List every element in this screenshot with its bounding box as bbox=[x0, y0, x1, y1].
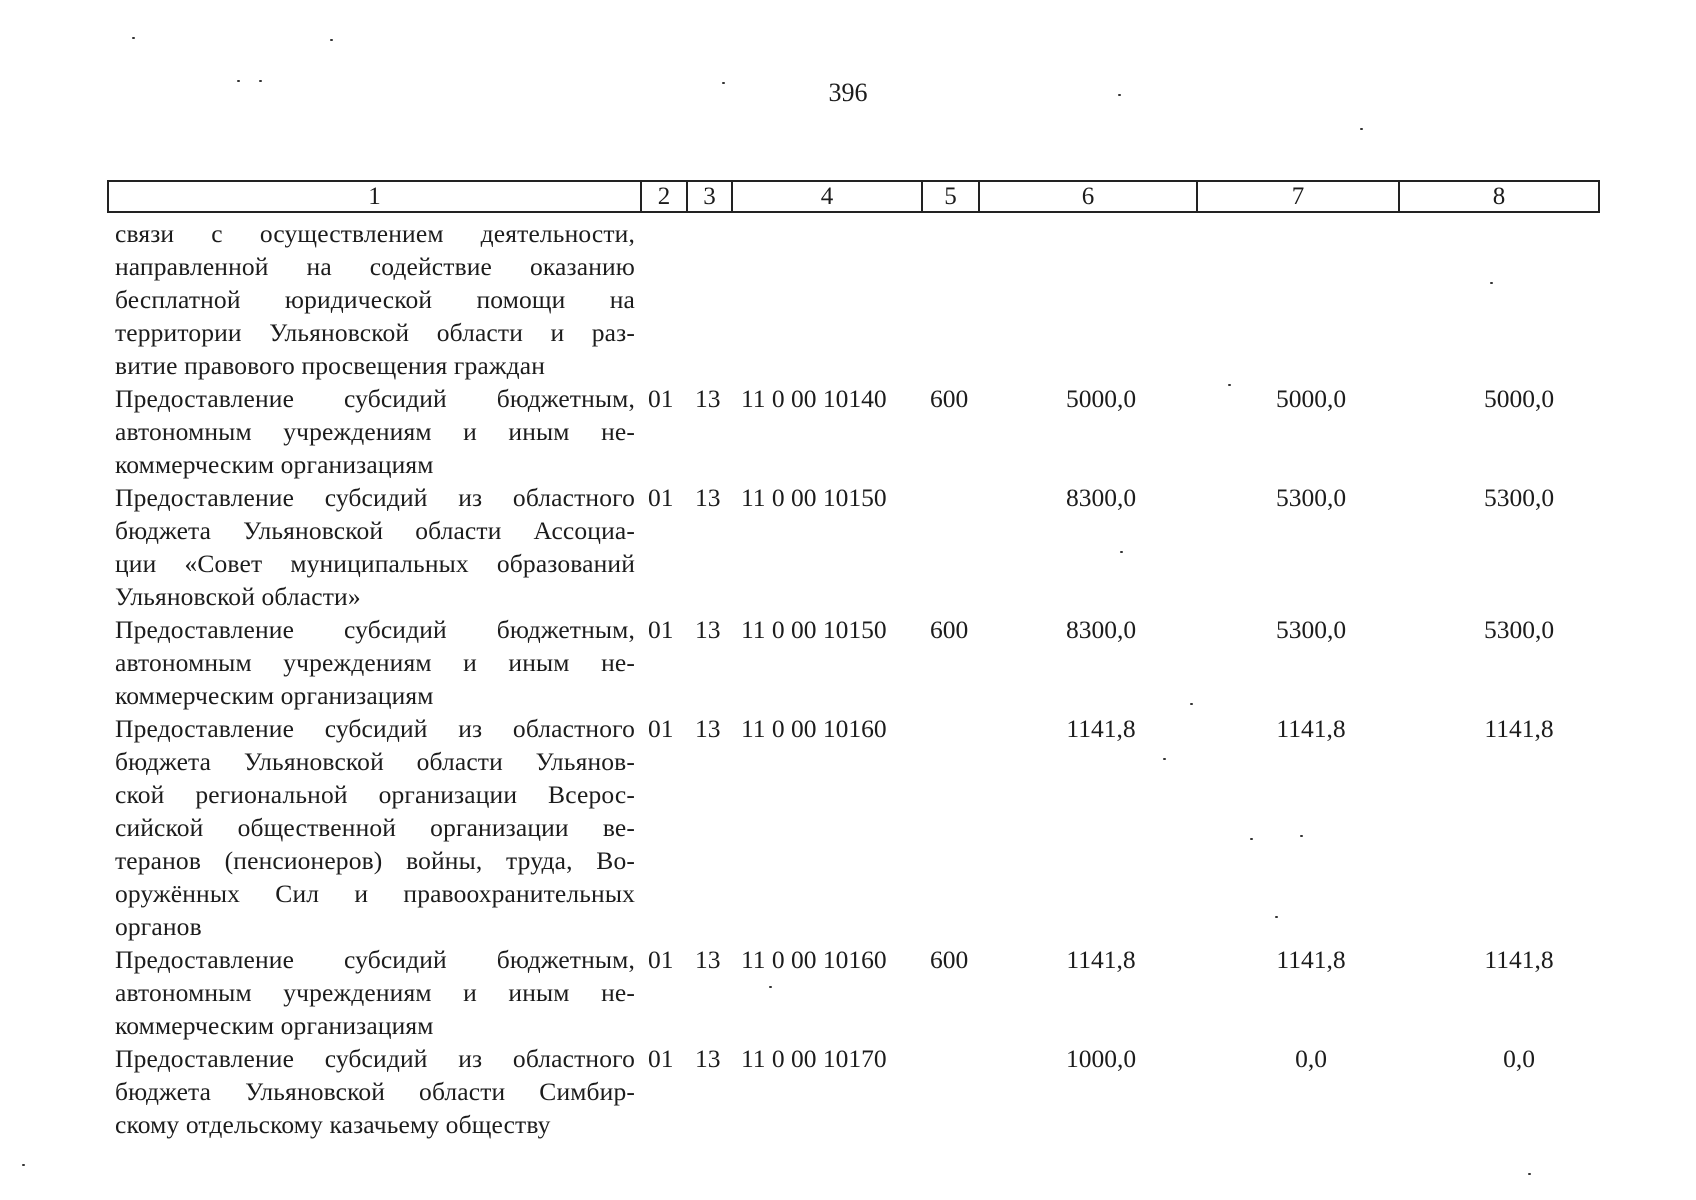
amount-col-7: 0,0 bbox=[1295, 1044, 1327, 1073]
amount-col-8: 5300,0 bbox=[1483, 615, 1555, 644]
table-row bbox=[107, 481, 1607, 613]
description-line: автономным учреждениям и иным не- bbox=[115, 417, 635, 446]
scan-speck bbox=[1118, 94, 1121, 96]
target-article-code: 11 0 00 10170 bbox=[741, 1044, 887, 1073]
target-article-code: 11 0 00 10160 bbox=[741, 945, 887, 974]
scan-speck bbox=[1190, 703, 1193, 705]
row-description bbox=[115, 943, 635, 1042]
subsection-code: 13 bbox=[695, 714, 721, 743]
subsection-code: 13 bbox=[695, 483, 721, 512]
amount-col-6: 8300,0 bbox=[1065, 483, 1137, 512]
header-col-2: 2 bbox=[642, 182, 688, 211]
amount-col-8: 1141,8 bbox=[1484, 945, 1554, 974]
description-line: территории Ульяновской области и раз- bbox=[115, 318, 635, 347]
description-line: ской региональной организации Всерос- bbox=[115, 780, 635, 809]
table-row bbox=[107, 382, 1607, 481]
subsection-code: 13 bbox=[695, 1044, 721, 1073]
target-article-code: 11 0 00 10160 bbox=[741, 714, 887, 743]
scan-speck bbox=[1300, 835, 1303, 837]
scan-speck bbox=[1250, 838, 1253, 840]
description-line: Предоставление субсидий из областного bbox=[115, 1044, 635, 1073]
description-line: Предоставление субсидий бюджетным, bbox=[115, 615, 635, 644]
page-number: 396 bbox=[828, 78, 868, 107]
description-line: коммерческим организациям bbox=[115, 1011, 434, 1040]
expense-type-code: 600 bbox=[930, 615, 969, 644]
description-line: оружённых Сил и правоохранительных bbox=[115, 879, 635, 908]
scan-speck bbox=[237, 80, 240, 82]
row-description bbox=[115, 217, 635, 382]
table-row bbox=[107, 943, 1607, 1042]
table-row bbox=[107, 712, 1607, 943]
description-line: Предоставление субсидий бюджетным, bbox=[115, 384, 635, 413]
header-col-3: 3 bbox=[688, 182, 733, 211]
amount-col-6: 1141,8 bbox=[1066, 714, 1136, 743]
table-row bbox=[107, 217, 1607, 382]
description-line: органов bbox=[115, 912, 202, 941]
description-line: автономным учреждениям и иным не- bbox=[115, 978, 635, 1007]
scan-speck bbox=[22, 1164, 25, 1166]
subsection-code: 13 bbox=[695, 384, 721, 413]
scan-speck bbox=[1120, 551, 1123, 553]
section-code: 01 bbox=[648, 945, 674, 974]
description-line: коммерческим организациям bbox=[115, 681, 434, 710]
scan-speck bbox=[259, 80, 262, 82]
section-code: 01 bbox=[648, 714, 674, 743]
amount-col-8: 5000,0 bbox=[1483, 384, 1555, 413]
description-line: бюджета Ульяновской области Ассоциа- bbox=[115, 516, 635, 545]
row-description bbox=[115, 382, 635, 481]
subsection-code: 13 bbox=[695, 945, 721, 974]
table-body bbox=[107, 217, 1607, 1141]
description-line: сийской общественной организации ве- bbox=[115, 813, 635, 842]
description-line: теранов (пенсионеров) войны, труда, Во- bbox=[115, 846, 635, 875]
scan-speck bbox=[1490, 282, 1493, 284]
description-line: Предоставление субсидий бюджетным, bbox=[115, 945, 635, 974]
header-col-8: 8 bbox=[1492, 183, 1506, 210]
row-description bbox=[115, 1042, 635, 1141]
scan-speck bbox=[769, 986, 772, 988]
section-code: 01 bbox=[648, 384, 674, 413]
description-line: бесплатной юридической помощи на bbox=[115, 285, 635, 314]
amount-col-8: 1141,8 bbox=[1484, 714, 1554, 743]
amount-col-7: 1141,8 bbox=[1276, 945, 1346, 974]
description-line: Предоставление субсидий из областного bbox=[115, 714, 635, 743]
description-line: витие правового просвещения граждан bbox=[115, 351, 546, 380]
amount-col-7: 5300,0 bbox=[1275, 615, 1347, 644]
description-line: связи с осуществлением деятельности, bbox=[115, 219, 635, 248]
description-line: направленной на содействие оказанию bbox=[115, 252, 635, 281]
section-code: 01 bbox=[648, 1044, 674, 1073]
header-col-1: 1 bbox=[109, 182, 642, 211]
amount-col-7: 1141,8 bbox=[1276, 714, 1346, 743]
header-col-4: 4 bbox=[733, 182, 923, 211]
amount-col-7: 5000,0 bbox=[1275, 384, 1347, 413]
scan-speck bbox=[1275, 916, 1278, 918]
table-row bbox=[107, 613, 1607, 712]
description-line: бюджета Ульяновской области Симбир- bbox=[115, 1077, 635, 1106]
row-description bbox=[115, 712, 635, 943]
section-code: 01 bbox=[648, 615, 674, 644]
amount-col-6: 5000,0 bbox=[1065, 384, 1137, 413]
target-article-code: 11 0 00 10150 bbox=[741, 615, 887, 644]
amount-col-8: 5300,0 bbox=[1483, 483, 1555, 512]
target-article-code: 11 0 00 10140 bbox=[741, 384, 887, 413]
description-line: ции «Совет муниципальных образований bbox=[115, 549, 635, 578]
subsection-code: 13 bbox=[695, 615, 721, 644]
table-row bbox=[107, 1042, 1607, 1141]
description-line: бюджета Ульяновской области Ульянов- bbox=[115, 747, 635, 776]
header-col-7: 7 bbox=[1198, 182, 1400, 211]
row-description bbox=[115, 481, 635, 613]
description-line: коммерческим организациям bbox=[115, 450, 434, 479]
expense-type-code: 600 bbox=[930, 945, 969, 974]
scan-speck bbox=[1163, 758, 1166, 760]
row-description bbox=[115, 613, 635, 712]
description-line: автономным учреждениям и иным не- bbox=[115, 648, 635, 677]
description-line: скому отдельскому казачьему обществу bbox=[115, 1110, 551, 1139]
amount-col-6: 1000,0 bbox=[1065, 1044, 1137, 1073]
amount-col-8: 0,0 bbox=[1503, 1044, 1535, 1073]
scan-speck bbox=[330, 39, 333, 41]
target-article-code: 11 0 00 10150 bbox=[741, 483, 887, 512]
header-col-5: 5 bbox=[923, 182, 980, 211]
scan-speck bbox=[1360, 128, 1363, 130]
amount-col-6: 1141,8 bbox=[1066, 945, 1136, 974]
description-line: Предоставление субсидий из областного bbox=[115, 483, 635, 512]
section-code: 01 bbox=[648, 483, 674, 512]
header-col-6: 6 bbox=[980, 182, 1198, 211]
table-header bbox=[107, 180, 1600, 213]
scan-speck bbox=[1528, 1173, 1531, 1175]
scan-speck bbox=[722, 82, 725, 84]
expense-type-code: 600 bbox=[930, 384, 969, 413]
amount-col-7: 5300,0 bbox=[1275, 483, 1347, 512]
description-line: Ульяновской области» bbox=[115, 582, 361, 611]
amount-col-6: 8300,0 bbox=[1065, 615, 1137, 644]
scan-speck bbox=[132, 37, 135, 39]
scan-speck bbox=[1228, 384, 1231, 386]
